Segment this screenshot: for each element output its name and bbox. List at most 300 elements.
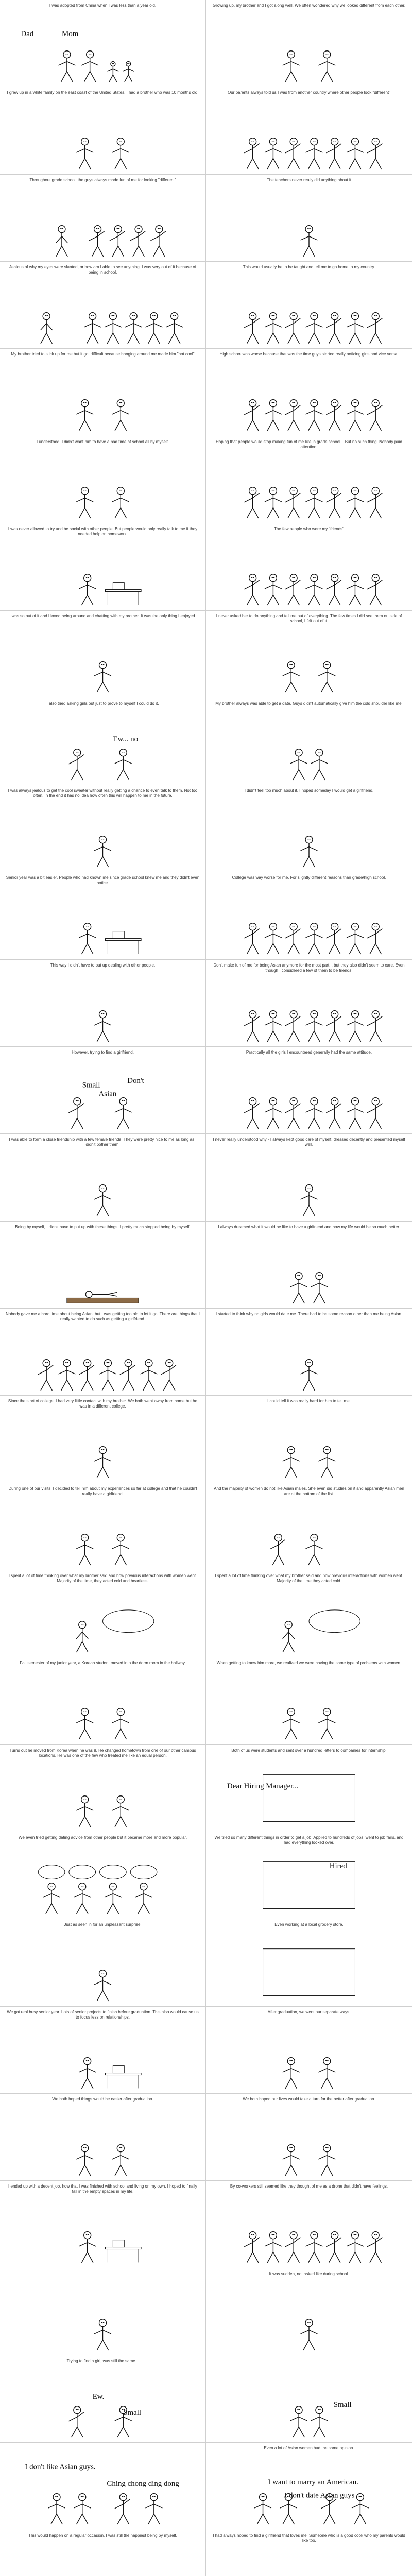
panel-4-0-person-left [77,400,93,431]
comic-panel [206,2355,412,2442]
panel-5-1-crowd-person-3 [306,487,322,518]
panel-10-1-crowd-person-3 [306,923,322,954]
panel-4-0-illustration [0,349,205,435]
panel-15-1-lone-person [301,1360,317,1391]
panel-caption: I was able to form a close friendship with a few female friends. They were pretty nice to me as long as I didn't bother them. [9,1137,197,1147]
panel-12-0-rejecting-person [115,1098,131,1129]
panel-22-0-lone-person [95,1970,111,2001]
panel-caption: Both of us were students and sent over a hundred letters to companies for internship. [231,1748,387,1753]
panel-8-0-asking-person [69,749,84,779]
panel-0-0-child-figure [108,62,118,82]
comic-panel [0,262,206,348]
panel-27-0-handwritten-text-0: Ew. [92,2393,105,2401]
panel-caption: This would usually be to be taught and tell me to go home to my country. [243,265,375,269]
panel-1-1-crowd-person-2 [285,138,300,169]
comic-panel [206,1483,412,1570]
panel-28-1-handwritten-text-0: I want to marry an American. [268,2478,358,2487]
comic-row [0,2355,412,2443]
panel-5-0-person-right [112,487,129,518]
panel-8-1-couple-person-2 [311,749,328,779]
panel-19-0-person-right [112,1708,129,1739]
panel-0-0-handwritten-text-1: Mom [61,29,79,38]
comic-panel [0,2007,206,2093]
panel-19-1-illustration [206,1657,412,1744]
comic-row [0,1309,412,1396]
panel-10-0-desk [105,939,141,941]
panel-caption: I also tried asking girls out just to prove to myself I could do it. [46,701,159,706]
panel-12-1-crowd-person-2 [285,1098,300,1129]
panel-caption: After graduation, we went our separate ways. [267,2009,351,2014]
comic-panel [206,0,412,87]
comic-panel [0,1047,206,1133]
panel-caption: The few people who were my "friends" [274,527,344,531]
comic-panel [206,1309,412,1395]
comic-panel [0,1657,206,1744]
panel-14-0-illustration [0,1222,205,1308]
panel-caption: I was never allowed to try and be social with other people. But people would only really talk to me if they needed help on homework. [8,527,198,536]
panel-3-0-group-person-0 [84,313,101,344]
panel-1-1-crowd-person-1 [265,138,282,169]
panel-11-1-crowd-person-3 [306,1010,322,1041]
panel-12-1-illustration [206,1047,412,1133]
panel-2-0-bully-0 [90,225,105,256]
panel-8-0-handwritten-text-0: Ew... no [113,735,139,743]
panel-2-0-illustration [0,175,205,261]
panel-3-0-group-person-4 [166,313,183,344]
panel-15-0-crowd-person-3 [100,1360,116,1391]
panel-10-0-desk-person [79,923,96,954]
comic-panel [206,2094,412,2180]
panel-10-1-illustration [206,872,412,959]
panel-11-1-crowd-person-0 [245,1010,260,1041]
panel-2-1-illustration [206,175,412,261]
panel-9-0-lone-person [95,836,111,867]
comic-panel [206,1919,412,2006]
panel-7-1-person-left [283,662,299,692]
panel-21-0-talker-1 [74,1883,91,1914]
panel-6-1-crowd-person-4 [327,574,341,605]
panel-10-1-crowd-person-4 [327,923,341,954]
panel-caption: During one of our visits, I decided to tell him about my experiences so far at college and that he couldn't really have a girlfriend. [8,1486,197,1496]
panel-28-1-handwritten-text-1: I don't date Asian guys [284,2491,355,2500]
comic-panel [0,1483,206,1570]
panel-27-1-couple-person-2 [311,2406,328,2437]
comic-panel [0,87,206,174]
panel-6-1-crowd-person-5 [347,574,364,605]
panel-28-0-speaker-3 [115,2494,130,2524]
panel-17-0-person-left [77,1534,93,1565]
panel-caption: I had always hoped to find a girlfriend that loves me. Someone who is a good cook who my parents would like too. [213,2533,405,2543]
panel-11-0-lone-person [95,1010,111,1041]
comic-panel [206,175,412,261]
comic-panel [206,611,412,697]
comic-row [0,960,412,1047]
panel-8-1-illustration [206,698,412,785]
panel-caption: I could tell it was really hard for him to tell me. [267,1399,351,1404]
panel-25-1-crowd-person-6 [367,2232,382,2263]
panel-25-1-crowd-person-2 [285,2232,300,2263]
panel-3-1-illustration [206,262,412,348]
panel-14-0-lying-person [85,1291,116,1298]
comic-row [0,2094,412,2181]
panel-0-0-mother-figure [82,51,98,82]
panel-3-0-group-person-1 [105,313,121,344]
panel-12-0-asking-person [69,1098,84,1129]
panel-23-0-desk-person [79,2057,96,2088]
panel-26-1-illustration [206,2268,412,2355]
comic-panel [0,785,206,872]
comic-row [0,2530,412,2576]
panel-10-1-crowd-person-5 [347,923,364,954]
panel-caption: Since the start of college, I had very little contact with my brother. We both went away from home but he was in a different college. [8,1399,198,1409]
panel-1-0-person-right [112,138,129,169]
panel-0-1-illustration [206,0,412,87]
panel-caption: However, trying to find a girlfriend. [72,1050,134,1055]
comic-panel [206,87,412,174]
comic-row [0,611,412,698]
panel-4-1-crowd-person-0 [245,400,260,431]
comic-panel [206,698,412,785]
panel-24-0-person-left [77,2145,93,2176]
panel-22-1-paper-sheet [263,1949,355,1996]
panel-14-1-couple-person-2 [311,1272,328,1303]
panel-14-1-illustration [206,1222,412,1308]
comic-panel [206,349,412,435]
panel-17-1-listener [306,1534,322,1565]
panel-12-1-crowd-person-1 [265,1098,282,1129]
panel-21-0-speech-bubble-1 [69,1865,96,1879]
panel-12-0-handwritten-text-2: Asian [98,1090,117,1098]
comic-panel [206,262,412,348]
panel-caption: We both hoped things would be easier after graduation. [52,2097,153,2102]
panel-5-1-crowd-person-5 [347,487,364,518]
panel-23-1-illustration [206,2007,412,2093]
panel-26-1-lone-person [301,2319,317,2350]
comic-panel [0,1745,206,1832]
panel-19-1-person-right [319,1708,335,1739]
panel-6-0-desk-person [79,574,96,605]
panel-4-1-crowd-person-1 [265,400,282,431]
comic-panel [206,1222,412,1308]
panel-caption: It was sudden, not asked like during school. [269,2271,349,2276]
comic-panel [0,175,206,261]
comic-panel [206,2530,412,2576]
panel-caption: Practically all the girls I encountered generally had the same attitude. [246,1050,372,1055]
panel-9-1-lone-person [301,836,317,867]
panel-21-1-handwritten-text-0: Hired [329,1861,347,1870]
panel-10-1-crowd-person-1 [265,923,282,954]
panel-23-1-person-left [283,2057,299,2088]
panel-27-1-illustration [206,2355,412,2442]
comic-panel [0,2181,206,2267]
panel-4-1-illustration [206,349,412,435]
panel-caption: Just as seen in for an unpleasant surprise. [64,1922,142,1927]
panel-14-1-couple-person-1 [290,1272,307,1303]
panel-17-0-person-right [112,1534,129,1565]
panel-12-1-crowd-person-0 [245,1098,260,1129]
panel-3-1-crowd-person-2 [285,313,300,344]
comic-panel [0,1222,206,1308]
panel-2-1-lone-person [301,225,317,256]
panel-26-0-lone-person [95,2319,111,2350]
panel-5-0-person-left [77,487,93,518]
panel-6-1-crowd-person-6 [367,574,382,605]
panel-27-1-handwritten-text-0: Small [333,2401,352,2410]
panel-1-1-crowd-person-5 [347,138,364,169]
panel-16-0-lone-person [95,1447,111,1478]
panel-4-1-crowd-person-2 [285,400,300,431]
panel-1-0-person-left [77,138,93,169]
panel-caption: By co-workers still seemed like they thought of me as a drone that didn't have feelings. [230,2184,388,2189]
comic-row [0,523,412,611]
panel-1-1-crowd-person-0 [245,138,260,169]
panel-3-1-crowd-person-6 [367,313,382,344]
panel-caption: This way I didn't have to put up dealing with other people. [50,962,156,968]
comic-panel [206,1745,412,1832]
panel-caption: I never really understood why - I always kept good care of myself, dressed decently and presented myself well. [213,1137,405,1147]
comic-row [0,175,412,262]
panel-1-0-illustration [0,87,205,174]
panel-caption: I never asked her to do anything and tell me out of everything. The few times I did see them outside of school, I felt out of it. [216,614,402,624]
panel-26-0-illustration [0,2268,205,2355]
comic-panel [0,2443,206,2529]
panel-15-0-crowd-person-0 [38,1360,53,1391]
panel-11-1-crowd-person-1 [265,1010,282,1041]
panel-caption: Growing up, my brother and I got along well. We often wondered why we looked different from each other. [212,3,406,8]
panel-21-0-speech-bubble-3 [130,1865,157,1879]
comic-panel [206,1047,412,1133]
panel-9-1-illustration [206,785,412,872]
panel-caption: Jealous of why my eyes were slanted, or how am I able to see anything. I was very out of it because of being in school. [9,265,196,275]
panel-28-0-handwritten-text-0: I don't like Asian guys. [25,2463,96,2471]
comic-row [0,698,412,785]
comic-panel [206,872,412,959]
panel-15-0-crowd-person-5 [141,1360,157,1391]
panel-23-1-person-right [319,2057,335,2088]
panel-caption: I was so out of it and I loved being around and chatting with my brother. It was the only thing I enjoyed. [9,614,196,619]
panel-caption: Even a lot of Asian women had the same opinion. [264,2446,354,2451]
panel-19-0-illustration [0,1657,205,1744]
panel-25-0-desk [105,2247,141,2249]
comic-panel [0,1570,206,1657]
panel-25-1-crowd-person-4 [327,2232,341,2263]
panel-24-1-person-right [319,2145,335,2176]
comic-panel [0,0,206,87]
panel-3-0-group-person-3 [146,313,162,344]
comic-row [0,1396,412,1483]
comic-row [0,872,412,959]
panel-caption: My brother always was able to get a date. Guys didn't automatically give him the cold shoulder like me. [215,701,403,706]
panel-12-1-crowd-person-5 [347,1098,364,1129]
panel-4-0-person-right [112,400,129,431]
panel-caption: My brother tried to stick up for me but it got difficult because hanging around me made him "not cool" [11,352,195,357]
panel-21-0-talker-2 [105,1883,121,1914]
panel-0-0-illustration [0,0,205,87]
panel-2-0-bully-1 [110,225,125,256]
panel-1-1-crowd-person-4 [327,138,341,169]
panel-8-0-illustration [0,698,205,785]
comic-panel [206,2443,412,2529]
panel-0-0-child-figure-2 [123,62,134,82]
comic-panel [0,2094,206,2180]
panel-22-1-illustration [206,1919,412,2006]
panel-3-1-crowd-person-0 [245,313,260,344]
panel-24-1-person-left [283,2145,299,2176]
panel-12-1-crowd-person-3 [306,1098,322,1129]
panel-13-0-lone-person [95,1185,111,1216]
panel-3-0-group-person-2 [125,313,142,344]
panel-8-1-couple-person-1 [290,749,307,779]
comic-panel [206,2007,412,2093]
panel-4-1-crowd-person-3 [306,400,322,431]
panel-caption: Throughout grade school, the guys always made fun of me for looking "different" [29,177,176,182]
panel-11-1-crowd-person-5 [347,1010,364,1041]
panel-6-1-crowd-person-2 [285,574,300,605]
comic-panel [0,1134,206,1221]
comic-row [0,2007,412,2094]
panel-caption: I spent a lot of time thinking over what my brother said and how previous interactions with women went. Majority of the time they acted cold. [215,1573,403,1583]
comic-row [0,2268,412,2355]
panel-20-1-handwritten-text-0: Dear Hiring Manager... [227,1782,299,1790]
comic-panel [0,960,206,1046]
panel-7-0-illustration [0,611,205,697]
panel-28-0-speaker-4 [146,2494,162,2524]
panel-2-0-teased-person [56,225,67,256]
panel-3-1-crowd-person-3 [306,313,322,344]
panel-16-1-person-left [283,1447,299,1478]
comic-panel [0,1309,206,1395]
panel-11-0-illustration [0,960,205,1046]
panel-12-0-handwritten-text-0: Small [82,1081,100,1090]
panel-18-0-thought-bubble [103,1610,154,1633]
panel-24-0-illustration [0,2094,205,2180]
panel-1-1-illustration [206,87,412,174]
comic-row [0,1483,412,1570]
panel-24-1-illustration [206,2094,412,2180]
panel-3-1-crowd-person-4 [327,313,341,344]
panel-caption: When getting to know him more, we realized we were having the same type of problems with women. [216,1660,402,1666]
panel-27-0-handwritten-text-1: Small [123,2408,142,2417]
panel-11-1-crowd-person-6 [367,1010,382,1041]
panel-caption: I was always jealous to get the cool sweater without really getting a chance to even talk to them. Not too often. In the end it has no idea how often this will happen to me in the future. [8,788,198,798]
panel-22-0-illustration [0,1919,205,2006]
panel-27-0-asking-person [69,2406,84,2437]
panel-5-1-crowd-person-2 [285,487,300,518]
panel-25-1-crowd-person-5 [347,2232,364,2263]
panel-11-1-crowd-person-4 [327,1010,341,1041]
panel-4-1-crowd-person-5 [347,400,364,431]
panel-25-1-crowd-person-1 [265,2232,282,2263]
comic-row [0,87,412,174]
comic-row [0,2443,412,2530]
panel-7-0-lone-person [95,662,111,692]
panel-21-0-speech-bubble-0 [38,1865,65,1879]
panel-10-1-crowd-person-2 [285,923,300,954]
comic-row [0,785,412,872]
panel-15-0-crowd-person-6 [161,1360,176,1391]
panel-28-0-handwritten-text-1: Ching chong ding dong [107,2480,179,2488]
comic-panel [206,1134,412,1221]
panel-21-0-speech-bubble-2 [100,1865,127,1879]
comic-panel [206,523,412,610]
panel-caption: Even working at a local grocery store. [274,1922,344,1927]
panel-caption: Fall semester of my junior year, a Korean student moved into the dorm room in the hallway. [20,1660,186,1666]
panel-6-1-illustration [206,523,412,610]
panel-caption: Senior year was a bit easier. People who had known me since grade school knew me and they didn't even notice. [6,875,200,886]
panel-4-1-crowd-person-6 [367,400,382,431]
panel-6-1-crowd-person-0 [245,574,260,605]
panel-caption: I spent a lot of time thinking over what my brother said and how previous interactions with women went. Majority of the time, they acted cold and heartless. [8,1573,197,1583]
comic-panel [0,523,206,610]
panel-15-1-illustration [206,1309,412,1395]
panel-caption: I understood. I didn't want him to have a bad time at school all by myself. [36,439,169,444]
panel-caption: I started to think why no girls would date me. There had to be some reason other than me being Asian. [215,1312,403,1316]
panel-16-1-person-right [319,1447,335,1478]
panel-19-1-person-left [283,1708,299,1739]
comic-panel [206,436,412,523]
panel-13-1-lone-person [301,1185,317,1216]
panel-21-0-talker-3 [135,1883,152,1914]
panel-caption: Trying to find a girl, was still the same... [66,2359,139,2363]
panel-3-1-crowd-person-5 [347,313,364,344]
panel-caption: We both hoped our lives would take a turn for the better after graduation. [243,2097,375,2102]
comic-row [0,1657,412,1744]
comic-row [0,0,412,87]
panel-caption: I ended up with a decent job, how that I was finished with school and living on my own. I hoped to finally fall in the empty spaces in my life. [8,2184,197,2194]
panel-10-0-laptop [113,931,124,939]
panel-27-1-couple-person-1 [290,2406,307,2437]
comic-panel [0,611,206,697]
panel-21-0-illustration [0,1832,205,1919]
panel-28-1-illustration [206,2443,412,2529]
comic-panel [0,349,206,435]
comic-row [0,1919,412,2006]
panel-3-1-crowd-person-1 [265,313,282,344]
panel-2-0-bully-3 [151,225,166,256]
panel-12-1-crowd-person-6 [367,1098,382,1129]
panel-16-1-illustration [206,1396,412,1482]
panel-caption: This would happen on a regular occasion. I was still the happiest being by myself. [28,2533,177,2538]
comic-panel [206,785,412,872]
panel-11-1-crowd-person-2 [285,1010,300,1041]
panel-18-1-thinking-person [283,1621,294,1652]
panel-25-0-desk-person [79,2232,96,2263]
panel-28-1-speaker-1 [255,2494,271,2524]
panel-6-1-crowd-person-3 [306,574,322,605]
panel-caption: Turns out he moved from Korea when he was 8. He changed hometown from one of our other campus locations. He was one of the few who treated me like an equal person. [9,1748,196,1758]
panel-0-1-person-left [283,51,299,82]
panel-2-0-bully-2 [130,225,145,256]
panel-19-0-person-left [77,1708,93,1739]
panel-28-0-speaker-1 [48,2494,65,2524]
panel-12-0-illustration [0,1047,205,1133]
comic-row [0,1832,412,1919]
comic-panel [206,2181,412,2267]
comic-row [0,1047,412,1134]
panel-0-0-father-figure [59,51,75,82]
comic-row [0,1134,412,1221]
comic-panel [0,436,206,523]
panel-caption: We tried so many different things in order to get a job. Applied to hundreds of jobs, went to job fairs, and had everything looked over. [214,1835,404,1845]
panel-caption: I grew up in a white family on the east coast of the United States. I had a brother who was 10 months old. [7,90,199,95]
comic-panel [206,1396,412,1482]
panel-21-0-talker-0 [43,1883,60,1914]
panel-25-0-laptop [113,2240,124,2247]
panel-7-1-person-right [319,662,335,692]
panel-28-0-illustration [0,2443,205,2529]
panel-caption: I was adopted from China when I was less than a year old. [49,3,157,8]
comic-panel [206,1657,412,1744]
